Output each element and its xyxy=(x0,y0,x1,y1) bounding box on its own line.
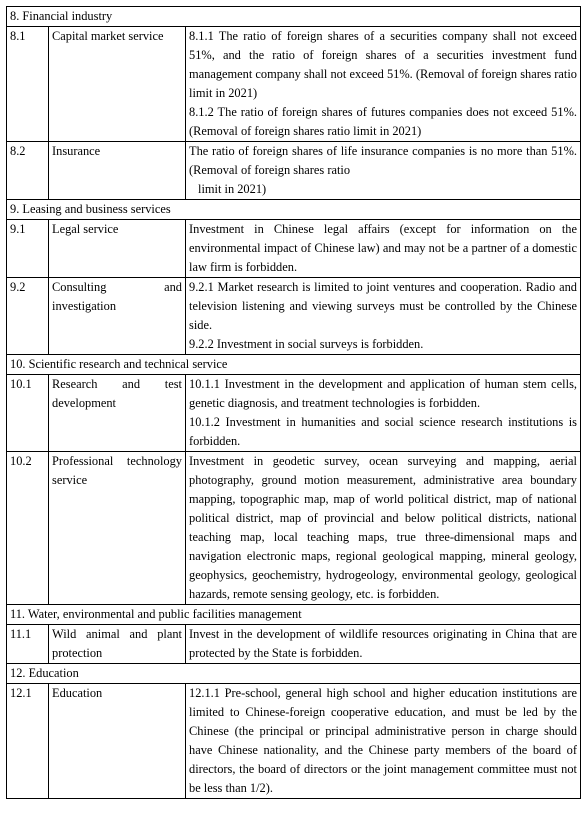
section-header-row xyxy=(7,7,581,27)
section-header-row xyxy=(7,200,581,220)
section-title: 12. Education xyxy=(7,664,581,684)
table-row xyxy=(7,375,581,452)
description-paragraph: 8.1.1 The ratio of foreign shares of a securities company shall not exceed 51%, and the ratio of foreign shares of a securities investment fund management company shall not exceed 51%. (Removal of foreign shares ratio limit in 2021) xyxy=(189,29,577,100)
item-category: Research and test development xyxy=(49,375,186,452)
item-number: 12.1 xyxy=(7,684,49,799)
item-description xyxy=(186,27,581,142)
description-paragraph: Invest in the development of wildlife resources originating in China that are protected by the State is forbidden. xyxy=(189,627,577,660)
item-description xyxy=(186,375,581,452)
section-title: 8. Financial industry xyxy=(7,7,581,27)
table-row xyxy=(7,684,581,799)
item-number: 9.1 xyxy=(7,220,49,278)
description-paragraph: 9.2.2 Investment in social surveys is forbidden. xyxy=(189,337,424,351)
description-paragraph: Investment in geodetic survey, ocean surveying and mapping, aerial photography, ground motion measurement, administrative area boundary mapping, topographic map, map of world political district, map of national political district, map of provincial and below political districts, national teaching map, local teaching maps, true three-dimensional maps and navigation electronic maps, regional geological mapping, mineral geology, geophysics, geochemistry, hydrogeology, environmental geology, geological hazards, remote sensing geology, etc. is forbidden. xyxy=(189,454,577,601)
table-row xyxy=(7,27,581,142)
item-category: Capital market service xyxy=(49,27,186,142)
section-title: 10. Scientific research and technical service xyxy=(7,355,581,375)
item-number: 8.2 xyxy=(7,142,49,200)
table-row xyxy=(7,142,581,200)
item-description xyxy=(186,142,581,200)
item-category: Education xyxy=(49,684,186,799)
item-description xyxy=(186,220,581,278)
item-number: 10.1 xyxy=(7,375,49,452)
description-paragraph: 9.2.1 Market research is limited to joint ventures and cooperation. Radio and television listening and viewing surveys must be controlled by the Chinese side. xyxy=(189,280,577,332)
item-number: 9.2 xyxy=(7,278,49,355)
item-category: Wild animal and plant protection xyxy=(49,625,186,664)
item-category: Professional technology service xyxy=(49,452,186,605)
section-header-row xyxy=(7,605,581,625)
table-row xyxy=(7,452,581,605)
item-description xyxy=(186,452,581,605)
item-number: 8.1 xyxy=(7,27,49,142)
description-paragraph: Investment in Chinese legal affairs (except for information on the environmental impact of Chinese law) and may not be a partner of a domestic law firm is forbidden. xyxy=(189,222,577,274)
table-row xyxy=(7,220,581,278)
table-body xyxy=(7,7,581,799)
item-description xyxy=(186,684,581,799)
section-header-row xyxy=(7,355,581,375)
item-category: Consulting and investigation xyxy=(49,278,186,355)
section-title: 9. Leasing and business services xyxy=(7,200,581,220)
section-header-row xyxy=(7,664,581,684)
item-number: 11.1 xyxy=(7,625,49,664)
item-number: 10.2 xyxy=(7,452,49,605)
table-row xyxy=(7,625,581,664)
description-paragraph: limit in 2021) xyxy=(198,182,267,196)
restrictions-table xyxy=(6,6,581,799)
item-description xyxy=(186,278,581,355)
item-category: Legal service xyxy=(49,220,186,278)
description-paragraph: The ratio of foreign shares of life insurance companies is no more than 51%. (Removal of foreign shares ratio xyxy=(189,144,577,177)
item-description xyxy=(186,625,581,664)
description-paragraph: 10.1.1 Investment in the development and application of human stem cells, genetic diagnosis, and treatment technologies is forbidden. xyxy=(189,377,577,410)
description-paragraph: 8.1.2 The ratio of foreign shares of futures companies does not exceed 51%. (Removal of foreign shares ratio limit in 2021) xyxy=(189,105,577,138)
description-paragraph: 10.1.2 Investment in humanities and social science research institutions is forbidden. xyxy=(189,415,577,448)
section-title: 11. Water, environmental and public facilities management xyxy=(7,605,581,625)
item-category: Insurance xyxy=(49,142,186,200)
table-row xyxy=(7,278,581,355)
description-paragraph: 12.1.1 Pre-school, general high school and higher education institutions are limited to Chinese-foreign cooperative education, and must be led by the Chinese (the principal or principal administrative person in charge should have Chinese nationality, and the Chinese party members of the board of directors, the board of directors or the joint management committee must not be less than 1/2). xyxy=(189,686,577,795)
